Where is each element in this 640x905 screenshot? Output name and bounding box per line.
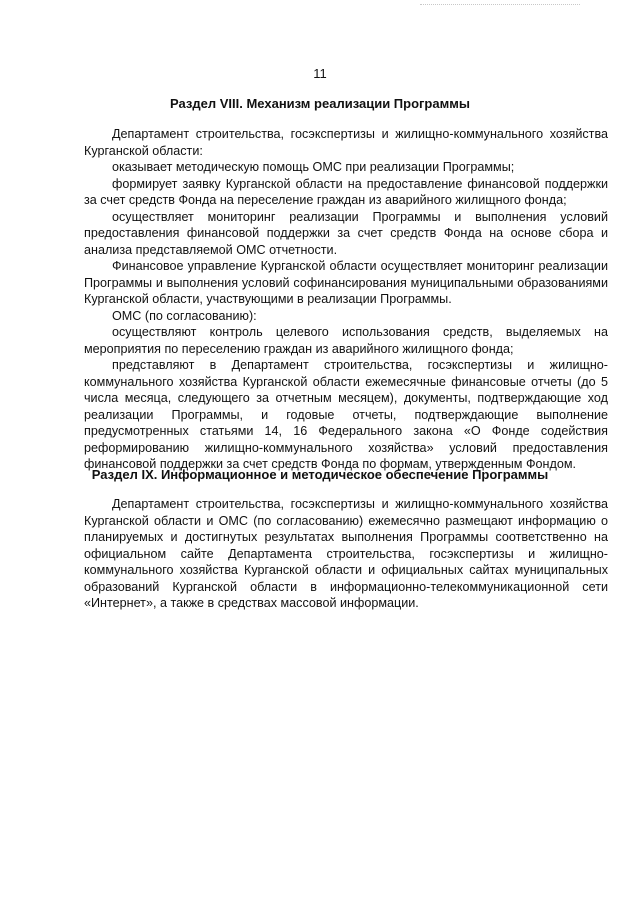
section-8-heading: Раздел VIII. Механизм реализации Программы bbox=[170, 96, 470, 111]
paragraph: осуществляет мониторинг реализации Программы и выполнения условий предоставления финансовой поддержки за счет средств Фонда на основе сбора и анализа представляемой ОМС отчетности. bbox=[84, 209, 608, 257]
scan-artifact bbox=[420, 4, 580, 11]
paragraph: Департамент строительства, госэкспертизы и жилищно-коммунального хозяйства Курганской области: bbox=[84, 127, 608, 158]
section-9-heading: Раздел IX. Информационное и методическое обеспечение Программы bbox=[91, 467, 549, 482]
paragraph: формирует заявку Курганской области на предоставление финансовой поддержки за счет средств Фонда на переселение граждан из аварийного жилищного фонда; bbox=[84, 176, 608, 207]
paragraph: Финансовое управление Курганской области осуществляет мониторинг реализации Программы и выполнения условий софинансирования муниципальными образованиями Курганской области, участвующими в реализации Программы. bbox=[84, 259, 608, 306]
section-9-body bbox=[84, 496, 608, 612]
paragraph: представляют в Департамент строительства, госэкспертизы и жилищно-коммунального хозяйства Курганской области ежемесячные финансовые отчеты (до 5 числа месяца, следующего за отчетным месяцем), документы, подтверждающие ход реализации Программы, и годовые отчеты, подтверждающие выполнение предусмотренных статьями 14, 16 Федерального закона «О Фонде содействия реформированию жилищно-коммунального хозяйства» условий предоставления финансовой поддержки за счет средств Фонда по формам, утвержденным Фондом. bbox=[84, 358, 608, 471]
section-8-body bbox=[84, 126, 608, 473]
paragraph: ОМС (по согласованию): bbox=[112, 308, 257, 323]
paragraph: осуществляют контроль целевого использования средств, выделяемых на мероприятия по переселению граждан из аварийного жилищного фонда; bbox=[84, 325, 608, 356]
paragraph: оказывает методическую помощь ОМС при реализации Программы; bbox=[112, 160, 515, 174]
paragraph: Департамент строительства, госэкспертизы и жилищно-коммунального хозяйства Курганской области и ОМС (по согласованию) ежемесячно размещают информацию о планируемых и достигнутых результатах выполнения Программы соответственно на официальном сайте Департамента строительства, госэкспертизы и жилищно-коммунального хозяйства Курганской области и официальных сайтах муниципальных образований Курганской области в информационно-телекоммуникационной сети «Интернет», а также в средствах массовой информации. bbox=[84, 497, 608, 610]
page-number: 11 bbox=[313, 66, 327, 81]
